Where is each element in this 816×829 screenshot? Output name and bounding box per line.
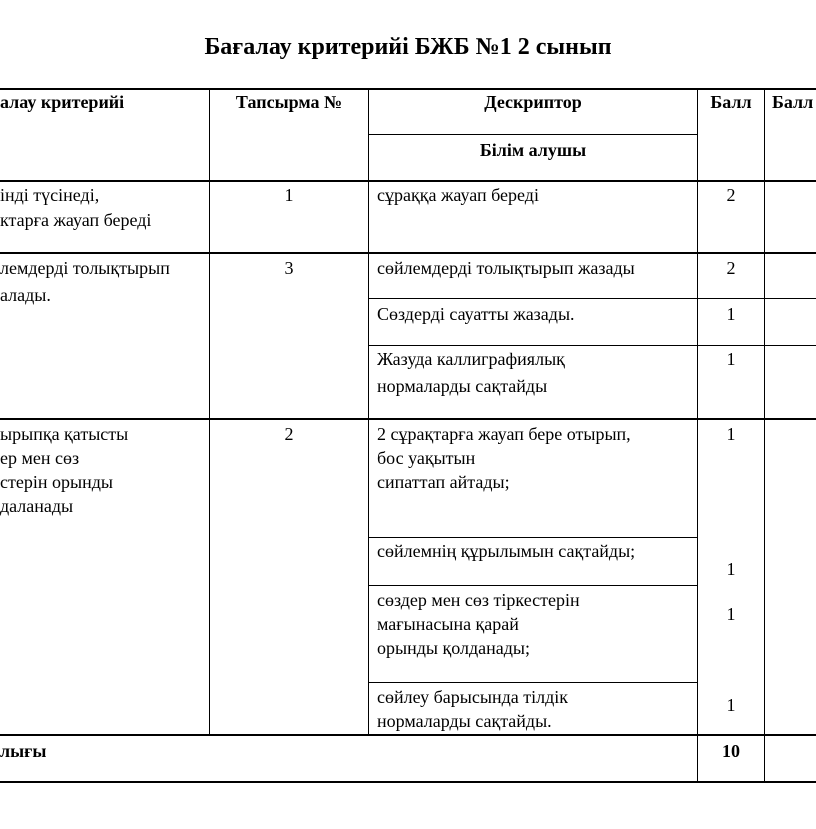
header-descriptor: Дескриптор	[484, 92, 582, 112]
descriptor-text: 2 сұрақтарға жауап бере отырып,	[377, 424, 631, 444]
header-task: Тапсырма №	[235, 92, 343, 112]
descriptor-score: 1	[726, 559, 736, 579]
total-score: 10	[722, 741, 740, 761]
table-line	[368, 537, 698, 538]
table-line	[764, 88, 765, 782]
descriptor-score: 1	[726, 604, 736, 624]
criteria-text: ктарға жауап береді	[0, 210, 152, 230]
page-title: Бағалау критерийі БЖБ №1 2 сынып	[204, 34, 612, 60]
table-line	[368, 682, 698, 683]
task-number: 1	[284, 185, 294, 205]
descriptor-text: орынды қолданады;	[377, 638, 530, 658]
descriptor-text: сөздер мен сөз тіркестерін	[377, 590, 580, 610]
descriptor-score: 1	[726, 349, 736, 369]
table-line	[368, 345, 816, 346]
table-line	[368, 585, 698, 586]
table-line	[368, 134, 698, 135]
criteria-text: алады.	[0, 285, 51, 305]
criteria-text: ырыпқа қатысты	[0, 424, 129, 444]
criteria-text: інді түсінеді,	[0, 185, 100, 205]
descriptor-text: мағынасына қарай	[377, 614, 519, 634]
descriptor-text: сөйлеу барысында тілдік	[377, 687, 569, 707]
table-line	[0, 418, 816, 420]
table-line	[0, 180, 816, 182]
header-ball-2: Балл	[772, 92, 814, 112]
descriptor-score: 1	[726, 424, 736, 444]
table-line	[0, 734, 816, 736]
descriptor-text: Жазуда каллиграфиялық	[377, 349, 565, 369]
descriptor-text: Сөздерді сауатты жазады.	[377, 304, 575, 324]
task-number: 2	[284, 424, 294, 444]
descriptor-score: 1	[726, 695, 736, 715]
table-line	[368, 88, 369, 734]
table-line	[0, 781, 816, 783]
task-number: 3	[284, 258, 294, 278]
criteria-text: стерін орынды	[0, 472, 113, 492]
descriptor-text: бос уақытын	[377, 448, 476, 468]
descriptor-score: 2	[726, 258, 736, 278]
descriptor-text: нормаларды сақтайды.	[377, 711, 552, 731]
descriptor-score: 2	[726, 185, 736, 205]
header-ball: Балл	[710, 92, 752, 112]
descriptor-text: сипаттап айтады;	[377, 472, 510, 492]
criteria-text: лемдерді толықтырып	[0, 258, 170, 278]
table-line	[368, 298, 816, 299]
criteria-text: даланады	[0, 496, 74, 516]
total-label: лығы	[0, 741, 47, 761]
table-line	[0, 252, 816, 254]
descriptor-text: нормаларды сақтайды	[377, 376, 548, 396]
header-criteria: алау критерийі	[0, 92, 125, 112]
criteria-text: ер мен сөз	[0, 448, 80, 468]
header-learner: Білім алушы	[479, 140, 587, 160]
descriptor-text: сөйлемнің құрылымын сақтайды;	[377, 541, 636, 561]
descriptor-text: сөйлемдерді толықтырып жазады	[377, 258, 635, 278]
descriptor-score: 1	[726, 304, 736, 324]
descriptor-text: сұраққа жауап береді	[377, 185, 539, 205]
